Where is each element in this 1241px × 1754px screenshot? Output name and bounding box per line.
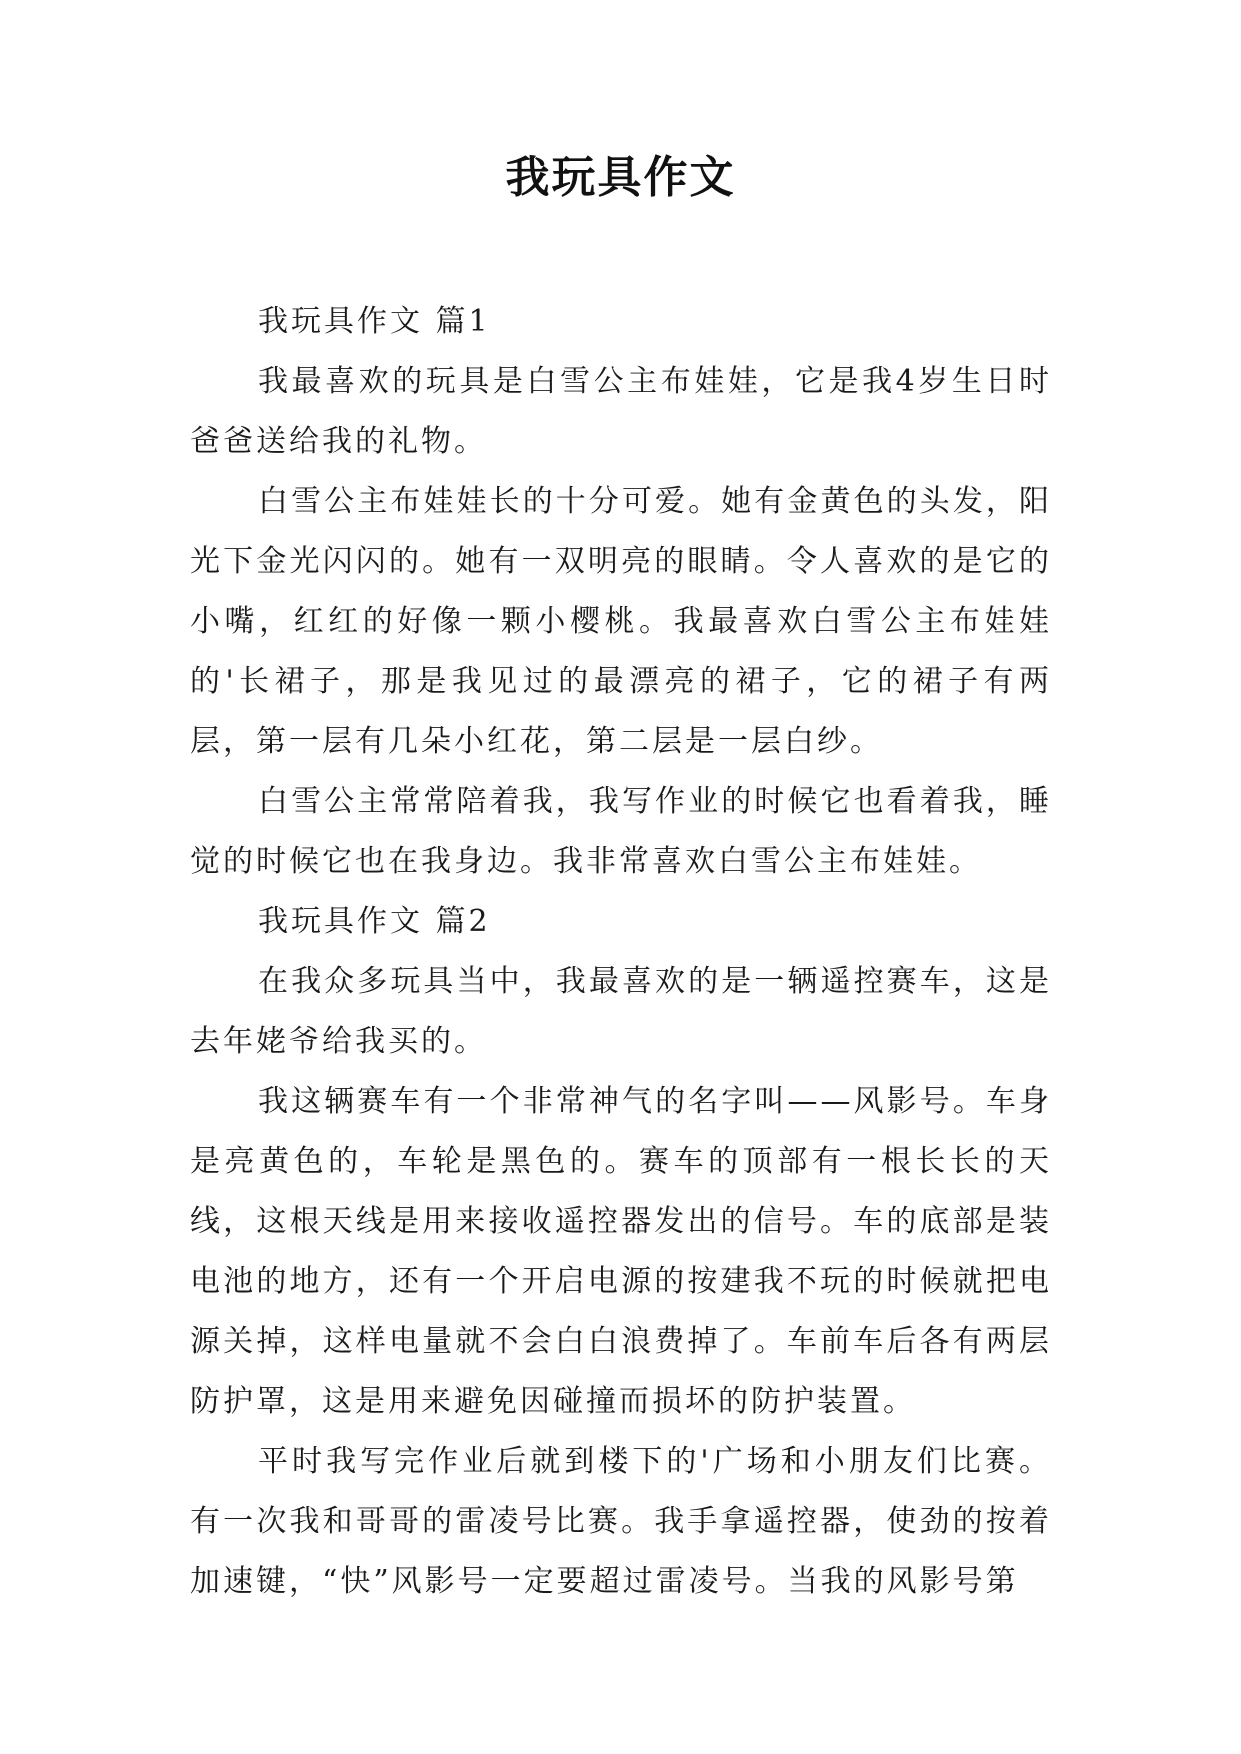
document-body (190, 292, 1052, 1612)
section-heading-2: 我玩具作文 篇2 (258, 904, 491, 939)
paragraph: 我这辆赛车有一个非常神气的名字叫——风影号。车身是亮黄色的，车轮是黑色的。赛车的顶部有一根长长的天线，这根天线是用来接收遥控器发出的信号。车的底部是装电池的地方，还有一个开启电源的按建我不玩的时候就把电源关掉，这样电量就不会白白浪费掉了。车前车后各有两层防护罩，这是用来避免因碰撞而损坏的防护装置。 (190, 1084, 1052, 1419)
paragraph: 我最喜欢的玩具是白雪公主布娃娃，它是我4岁生日时爸爸送给我的礼物。 (190, 364, 1052, 459)
paragraph: 白雪公主常常陪着我，我写作业的时候它也看着我，睡觉的时候它也在我身边。我非常喜欢白雪公主布娃娃。 (190, 784, 1052, 879)
document-title: 我玩具作文 (505, 152, 736, 203)
paragraph: 白雪公主布娃娃长的十分可爱。她有金黄色的头发，阳光下金光闪闪的。她有一双明亮的眼睛。令人喜欢的是它的小嘴，红红的好像一颗小樱桃。我最喜欢白雪公主布娃娃的'长裙子，那是我见过的最漂亮的裙子，它的裙子有两层，第一层有几朵小红花，第二层是一层白纱。 (190, 484, 1052, 759)
section-heading-1: 我玩具作文 篇1 (258, 304, 491, 339)
paragraph: 平时我写完作业后就到楼下的'广场和小朋友们比赛。有一次我和哥哥的雷凌号比赛。我手拿遥控器，使劲的按着加速键，“快”风影号一定要超过雷凌号。当我的风影号第 (190, 1444, 1052, 1599)
paragraph: 在我众多玩具当中，我最喜欢的是一辆遥控赛车，这是去年姥爷给我买的。 (190, 964, 1052, 1059)
